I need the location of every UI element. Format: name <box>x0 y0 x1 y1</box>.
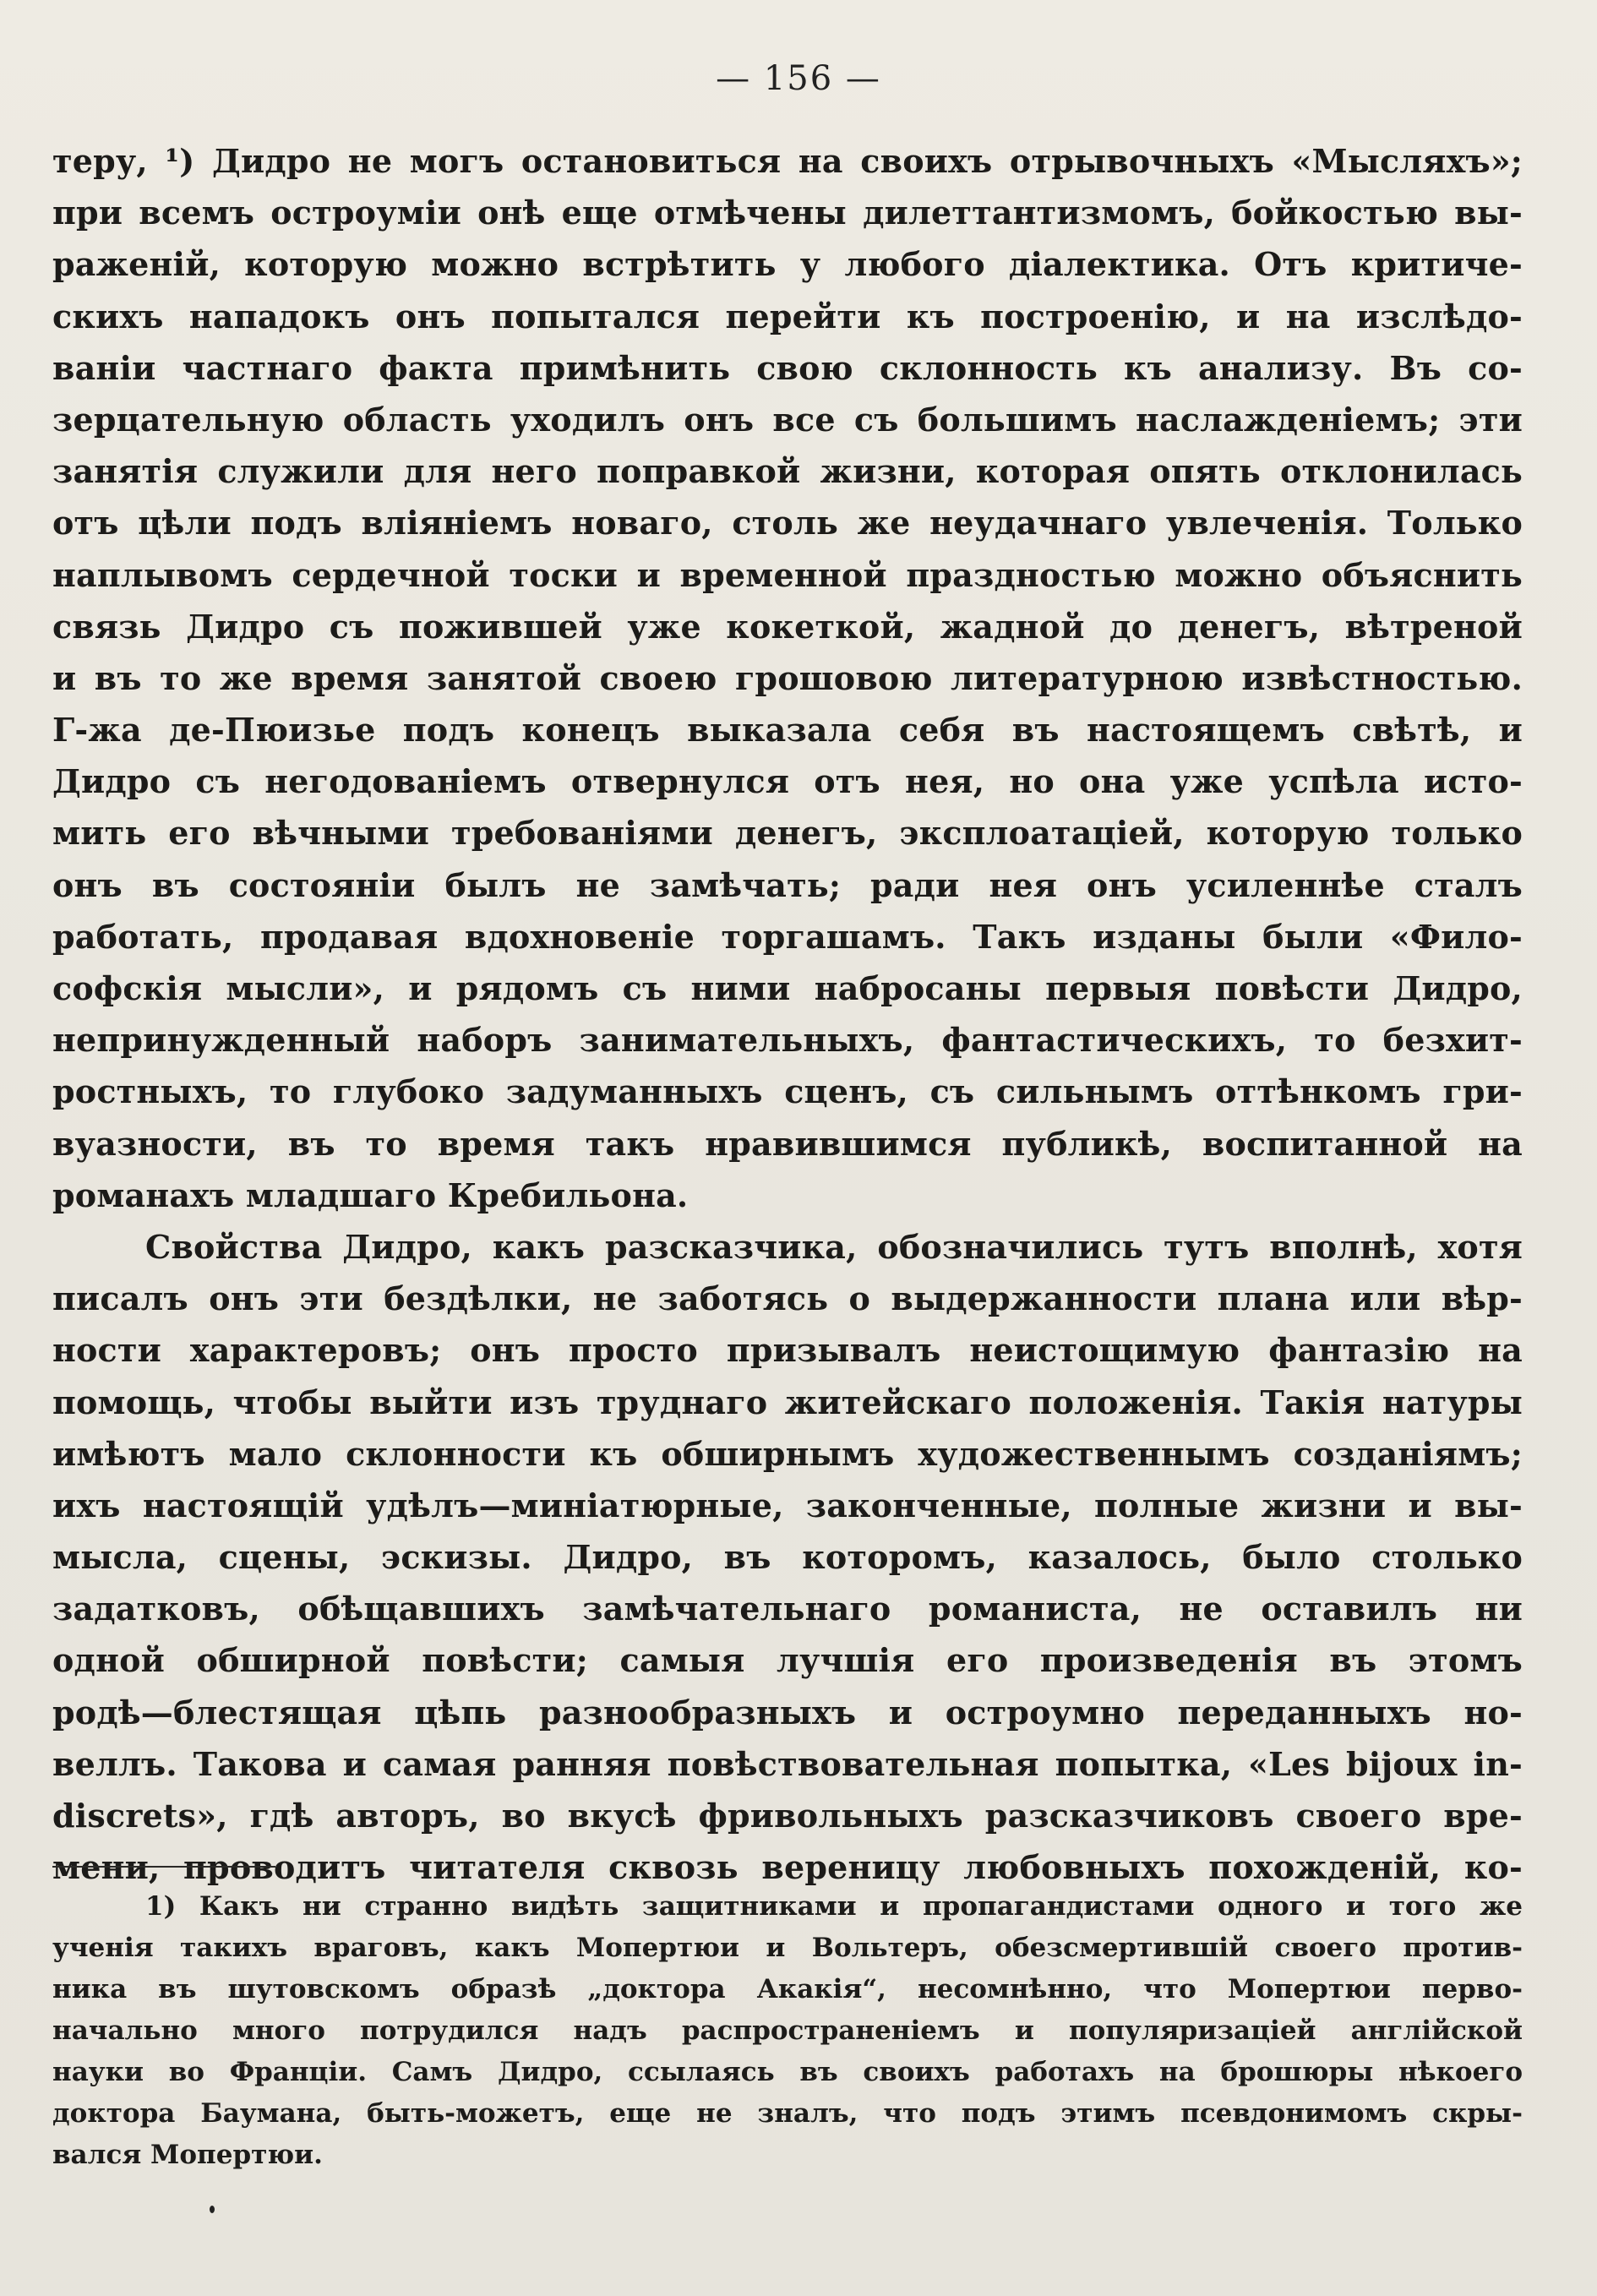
text-line: родѣ—блестящая цѣпь разнообразныхъ и остроумно переданныхъ но- <box>52 1693 1523 1732</box>
paragraph-last-line: романахъ младшаго Кребильона. <box>52 1175 689 1214</box>
text-line: мысла, сцены, эскизы. Дидро, въ которомъ, казалось, было столько <box>52 1538 1523 1577</box>
footnote-line: вался Мопертюи. <box>52 2140 323 2170</box>
text-line: имѣютъ мало склонности къ обширнымъ художественнымъ созданіямъ; <box>52 1434 1523 1473</box>
footnote-line: ника въ шутовскомъ образѣ „доктора Акакія“, несомнѣнно, что Мопертюи перво- <box>52 1974 1523 2004</box>
footnote-separator <box>52 1866 275 1868</box>
text-line: раженій, которую можно встрѣтить у любого діалектика. Отъ критиче- <box>52 245 1523 284</box>
footnote <box>52 1886 1523 2176</box>
text-line: работать, продавая вдохновеніе торгашамъ. Такъ изданы были «Фило- <box>52 917 1523 956</box>
text-line: занятія служили для него поправкой жизни, которая опять отклонилась <box>52 452 1523 491</box>
footnote-line: начально много потрудился надъ распространеніемъ и популяризаціей англійской <box>52 2015 1523 2046</box>
text-line: задатковъ, обѣщавшихъ замѣчательнаго романиста, не оставилъ ни <box>52 1590 1523 1628</box>
text-line: скихъ нападокъ онъ попытался перейти къ построенію, и на изслѣдо- <box>52 297 1523 335</box>
text-line: ваніи частнаго факта примѣнить свою склонность къ анализу. Въ со- <box>52 348 1523 387</box>
text-line: ности характеровъ; онъ просто призывалъ неистощимую фантазію на <box>52 1331 1523 1370</box>
page-number: — 156 — <box>716 59 881 98</box>
text-line: при всемъ остроуміи онѣ еще отмѣчены дилеттантизмомъ, бойкостью вы- <box>52 194 1523 232</box>
paragraph-first-line: Свойства Дидро, какъ разсказчика, обозначились тутъ вполнѣ, хотя <box>145 1227 1523 1266</box>
text-line: и въ то же время занятой своею грошовою литературною извѣстностью. <box>52 658 1523 697</box>
main-text <box>52 135 1523 1893</box>
text-line: теру, ¹) Дидро не могъ остановиться на своихъ отрывочныхъ «Мысляхъ»; <box>52 142 1523 180</box>
text-line: Г-жа де-Пюизье подъ конецъ выказала себя въ настоящемъ свѣтѣ, и <box>52 711 1523 750</box>
text-line: связь Дидро съ пожившей уже кокеткой, жадной до денегъ, вѣтреной <box>52 607 1523 646</box>
ink-speck <box>210 2206 215 2213</box>
text-line: мени, проводитъ читателя сквозь вереницу любовныхъ похожденій, ко- <box>52 1848 1523 1887</box>
text-line: отъ цѣли подъ вліяніемъ новаго, столь же неудачнаго увлеченія. Только <box>52 504 1523 543</box>
text-line: ихъ настоящій удѣлъ—миніатюрные, законченные, полные жизни и вы- <box>52 1486 1523 1524</box>
text-line: веллъ. Такова и самая ранняя повѣствовательная попытка, «Les bijoux in- <box>52 1744 1523 1783</box>
footnote-line: науки во Франціи. Самъ Дидро, ссылаясь въ своихъ работахъ на брошюры нѣкоего <box>52 2057 1523 2087</box>
footnote-line: ученія такихъ враговъ, какъ Мопертюи и Вольтеръ, обезсмертившій своего против- <box>52 1933 1523 1963</box>
text-line: зерцательную область уходилъ онъ все съ большимъ наслажденіемъ; эти <box>52 400 1523 439</box>
text-line: непринужденный наборъ занимательныхъ, фантастическихъ, то безхит- <box>52 1021 1523 1060</box>
text-line: ростныхъ, то глубоко задуманныхъ сценъ, съ сильнымъ оттѣнкомъ гри- <box>52 1072 1523 1111</box>
text-line: помощь, чтобы выйти изъ труднаго житейскаго положенія. Такія натуры <box>52 1383 1523 1421</box>
text-line: вуазности, въ то время такъ нравившимся публикѣ, воспитанной на <box>52 1124 1523 1163</box>
text-line: софскія мысли», и рядомъ съ ними набросаны первыя повѣсти Дидро, <box>52 969 1523 1007</box>
text-line: discrets», гдѣ авторъ, во вкусѣ фривольныхъ разсказчиковъ своего вре- <box>52 1797 1523 1835</box>
footnote-line: доктора Баумана, быть-можетъ, еще не зналъ, что подъ этимъ псевдонимомъ скры- <box>52 2098 1523 2129</box>
text-line: наплывомъ сердечной тоски и временной праздностью можно объяснить <box>52 555 1523 594</box>
footnote-line: 1) Какъ ни странно видѣть защитниками и пропагандистами одного и того же <box>145 1891 1523 1922</box>
text-line: Дидро съ негодованіемъ отвернулся отъ нея, но она уже успѣла исто- <box>52 762 1523 801</box>
text-line: писалъ онъ эти бездѣлки, не заботясь о выдержанности плана или вѣр- <box>52 1279 1523 1318</box>
text-line: одной обширной повѣсти; самыя лучшія его произведенія въ этомъ <box>52 1641 1523 1680</box>
text-line: онъ въ состояніи былъ не замѣчать; ради нея онъ усиленнѣе сталъ <box>52 865 1523 904</box>
text-line: мить его вѣчными требованіями денегъ, эксплоатаціей, которую только <box>52 814 1523 853</box>
